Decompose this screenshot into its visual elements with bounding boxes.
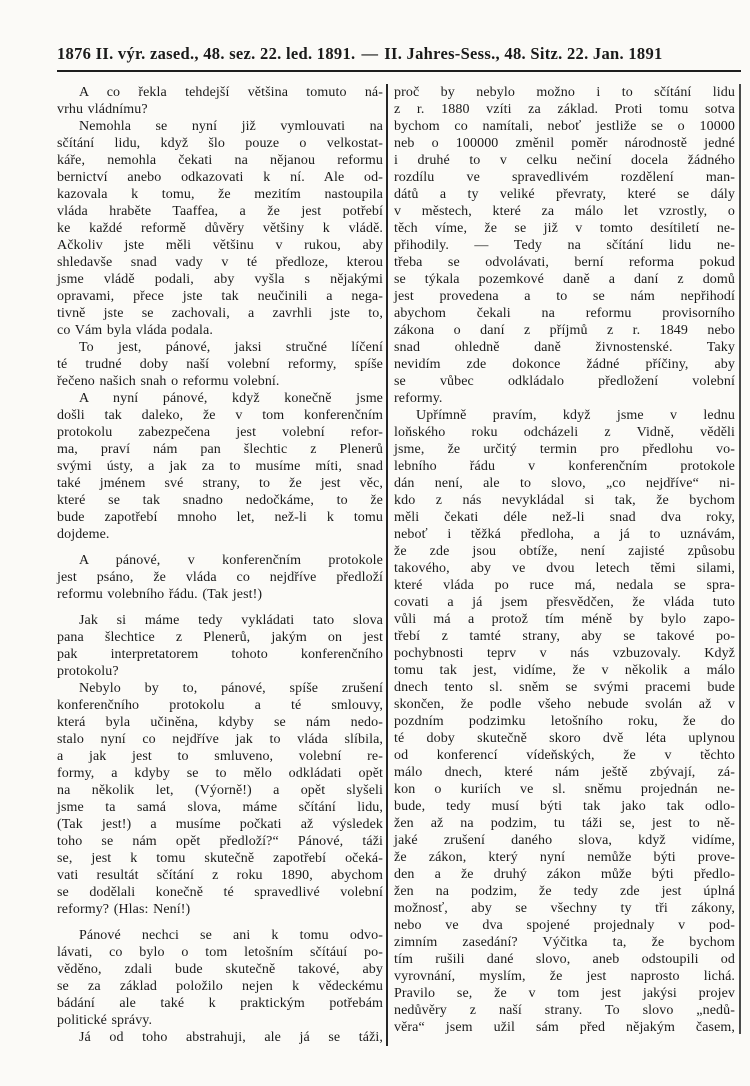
text-line: té trudné doby naší volební reformy, spíše xyxy=(57,357,383,372)
text-line: věra“ jsem užil sám před nějakým časem, xyxy=(394,1020,735,1035)
text-line: vyrovnání, myslím, že jest naprosto lichá. xyxy=(394,969,735,984)
text-line: třebí z tamté strany, aby se takové po- xyxy=(394,629,735,644)
text-line: reformy. xyxy=(394,391,443,406)
text-line: tivně jste se zachovali, a zavrhli jste to, xyxy=(57,306,383,321)
paragraph xyxy=(57,390,383,543)
text-line: formy, a kdyby se to mělo odkládati opět xyxy=(57,766,383,781)
paragraph xyxy=(394,407,735,1036)
paragraph xyxy=(57,84,383,118)
text-line: se, jest k tomu skutečně zapotřebí očeká- xyxy=(57,851,383,866)
text-line: se týkala pozemkové daně a daní z domů xyxy=(394,272,735,287)
paragraph xyxy=(57,552,383,603)
text-line: reformu volebního řádu. (Tak jest!) xyxy=(57,587,263,602)
text-line: dnech tento sl. sněm se svými pracemi bude xyxy=(394,680,735,695)
text-line: kon o kuriích ve sl. sněmu projednán ne- xyxy=(394,782,735,797)
text-line: jaké zrušení daného slova, když vidíme, xyxy=(394,833,735,848)
text-line: kazovala k tomu, že mezitím nastoupila xyxy=(57,187,383,202)
text-line: pozdním podzimku letošního roku, že do xyxy=(394,714,735,729)
text-line: ke každé reformě důvěry většiny k vládě. xyxy=(57,221,383,236)
text-line: To jest, pánové, jaksi stručné líčení xyxy=(79,340,383,355)
page-edge-line xyxy=(739,84,741,1034)
text-line: vůli má a protož tím méně by bylo zapo- xyxy=(394,612,735,627)
text-line: jest provedena a to se nám nepřihodí xyxy=(394,289,735,304)
text-line: covati a já jsem přesvědčen, že vláda tuto xyxy=(394,595,735,610)
text-line: žen na podzim, že tedy zde jest úplná xyxy=(394,884,735,899)
text-line: lávati, co bylo o tom letošním sčítáuí po- xyxy=(57,945,383,960)
text-line: rozdílu ve spravedlivém rozdělení man- xyxy=(394,170,735,185)
page-header xyxy=(57,44,741,72)
text-line: pak interpretatorem tohoto konferenčního xyxy=(57,647,383,662)
text-line: jsme, že určitý termin pro předlohu vo- xyxy=(394,442,735,457)
text-line: den a že druhý zákon může býti předlo- xyxy=(394,867,735,882)
text-line: jest psáno, že vláda co nejdříve předloží xyxy=(57,570,383,585)
text-line: skončen, že podle všeho nebude svolán až v xyxy=(394,697,735,712)
text-line: vrhu vládnímu? xyxy=(57,102,148,117)
text-line: kdo z nás nevykládal si tak, že bychom xyxy=(394,493,735,508)
text-line: Pánové nechci se ani k tomu odvo- xyxy=(79,928,383,943)
paragraph xyxy=(57,1029,383,1046)
text-line: málo dnech, které nám ještě zbývají, zá- xyxy=(394,765,735,780)
text-line: co Vám byla vláda podala. xyxy=(57,323,213,338)
text-line: A pánové, v konferenčním protokole xyxy=(79,553,383,568)
text-line: zákona o daní z příjmů z r. 1849 nebo xyxy=(394,323,735,338)
right-text-column xyxy=(388,84,735,1046)
text-line: z r. 1880 vzíti za základ. Proti tomu sotva xyxy=(394,102,735,117)
text-line: se za základ položilo nejen k vědeckému xyxy=(57,979,383,994)
text-line: té doby skutečně skoro dvě léta uplynou xyxy=(394,731,735,746)
text-line: jsme vládě podali, aby vyšla s nějakými xyxy=(57,272,383,287)
text-line: těch víme, že se již v tomto desítiletí ne- xyxy=(394,221,735,236)
text-line: která byla učiněna, kdyby se nám nedo- xyxy=(57,715,383,730)
text-line: neb o 100000 změnil poměr národnostě jedné xyxy=(394,136,735,151)
text-line: káře, nemohla čekati na nějanou reformu xyxy=(57,153,383,168)
text-line: proč by nebylo možno i to sčítání lidu xyxy=(394,85,735,100)
text-line: abychom čekali na reformu provisorního xyxy=(394,306,735,321)
text-line: došli tak daleko, že v tom konferenčním xyxy=(57,408,383,423)
text-line: nedůvěry z naší strany. To slovo „nedů- xyxy=(394,1003,735,1018)
text-line: opravami, přece jste tak neučinili a nega- xyxy=(57,289,383,304)
paragraph xyxy=(394,84,735,407)
left-text-column xyxy=(57,84,383,1046)
text-line: Ačkoliv jste měli většinu v rukou, aby xyxy=(57,238,383,253)
text-line: sčítání lidu, když šlo pouze o velkostat- xyxy=(57,136,383,151)
text-line: měli čekati déle než-li snad dva roky, xyxy=(394,510,735,525)
text-line: protokolu zabezpečena jest volební refor- xyxy=(57,425,383,440)
text-line: pochybnosti teprv v nás vzbuzovaly. Když xyxy=(394,646,735,661)
text-line: konferenčního protokolu a té smlouvy, xyxy=(57,698,383,713)
text-line: loňského roku odcházeli z Vidně, věděli xyxy=(394,425,735,440)
text-line: bernictví anebo odkazovati k ní. Ale od- xyxy=(57,170,383,185)
text-line: snad ohledně daně živnostenské. Taky xyxy=(394,340,735,355)
text-line: tomu tak jest, vidíme, že v několik a málo xyxy=(394,663,735,678)
text-line: které se tak snadno nedočkáme, to že xyxy=(57,493,383,508)
text-line: i druhé to v celku nečiní docela žádného xyxy=(394,153,735,168)
text-line: také jménem své strany, to že jest věc, xyxy=(57,476,383,491)
text-line: nevidím zde dokonce žádné příčiny, aby xyxy=(394,357,735,372)
text-line: na několik let, (Výorně!) a opět slyšeli xyxy=(57,783,383,798)
text-line: řečeno našich snah o reformu volební. xyxy=(57,374,280,389)
text-line: zimním zasedání? Výčitka ta, že bychom xyxy=(394,935,735,950)
text-line: v městech, které za málo let vzrostly, o xyxy=(394,204,735,219)
text-line: Pravilo se, že v tom jest jakýsi projev xyxy=(394,986,735,1001)
text-line: bychom co namítali, neboť jestliže se o 10000 xyxy=(394,119,735,134)
text-line: A nyní pánové, když konečně jsme xyxy=(79,391,383,406)
text-line: Nemohla se nyní již vymlouvati na xyxy=(79,119,383,134)
text-line: ma, praví nám pan šlechtic z Plenerů xyxy=(57,442,383,457)
text-line: se vůbec odkládalo předložení volební xyxy=(394,374,735,389)
text-line: takového, aby ve dvou letech těmi silami, xyxy=(394,561,735,576)
paragraph xyxy=(57,680,383,918)
text-line: a jak jest to smluveno, volební re- xyxy=(57,749,383,764)
text-line: bude zapotřebí mnoho let, než-li k tomu xyxy=(57,510,383,525)
text-line: dojdeme. xyxy=(57,527,110,542)
text-line: Já od toho abstrahuji, ale já se táži, xyxy=(79,1030,383,1045)
header-date-german: II. Jahres-Sess., 48. Sitz. 22. Jan. 1891 xyxy=(384,44,663,63)
text-line: Nebylo by to, pánové, spíše zrušení xyxy=(79,681,383,696)
text-line: Upřímně pravím, když jsme v lednu xyxy=(416,408,735,423)
text-line: jsme ta samá slova, máme sčítání lidu, xyxy=(57,800,383,815)
text-line: politické správy. xyxy=(57,1013,153,1028)
paragraph xyxy=(57,339,383,390)
text-line: že zákon, který nyní nemůže býti prove- xyxy=(394,850,735,865)
text-line: (Tak jest!) a musíme počkati až výsledek xyxy=(57,817,383,832)
text-line: Jak si máme tedy vykládati tato slova xyxy=(79,613,383,628)
text-line: přihodily. — Tedy na sčítání lidu ne- xyxy=(394,238,735,253)
text-line: bude, tedy musí býti tak jako tak odlo- xyxy=(394,799,735,814)
text-line: vláda hraběte Taaffea, a že jest potřebí xyxy=(57,204,383,219)
header-date-czech: 1876 II. výr. zased., 48. sez. 22. led. 1891. xyxy=(57,44,356,63)
text-line: že zde jsou obtíže, není zajisté způsobu xyxy=(394,544,735,559)
text-line: A co řekla tehdejší většina tomuto ná- xyxy=(79,85,383,100)
header-separator: — xyxy=(361,44,379,63)
text-line: třeba se odvolávati, berní reforma pokud xyxy=(394,255,735,270)
text-line: svými ústy, a jak za to musíme míti, snad xyxy=(57,459,383,474)
text-line: toho se nám opět předloží?“ Pánové, táži xyxy=(57,834,383,849)
paragraph xyxy=(57,612,383,680)
text-line: lebního řádu v konferenčním protokole xyxy=(394,459,735,474)
paragraph xyxy=(57,927,383,1029)
text-line: od konferencí vídeňských, že v těchto xyxy=(394,748,735,763)
text-line: shledavše snad vady v té předloze, kterou xyxy=(57,255,383,270)
text-line: bádání ale také k praktickým potřebám xyxy=(57,996,383,1011)
paragraph xyxy=(57,118,383,339)
text-line: protokolu? xyxy=(57,664,119,679)
text-line: dátů a ty veliké převraty, které se dály xyxy=(394,187,735,202)
text-line: možnosť, aby se všechny ty tři zákony, xyxy=(394,901,735,916)
text-line: vati resultát sčítání z roku 1890, abychom xyxy=(57,868,383,883)
two-column-text-block xyxy=(57,84,739,1046)
text-line: žen až na podzim, tu táži se, jest to ně- xyxy=(394,816,735,831)
text-line: které vláda po ruce má, nedala se spra- xyxy=(394,578,735,593)
text-line: stalo nyní co nejdříve jak to vláda slíbila, xyxy=(57,732,383,747)
text-line: pana šlechtice z Plenerů, jakým on jest xyxy=(57,630,383,645)
text-line: neboť i těžká předloha, a já to uznávám, xyxy=(394,527,735,542)
text-line: se dodělali konečně té spravedlivé volební xyxy=(57,885,383,900)
text-line: dán není, ale to slovo, „co nejdříve“ ni- xyxy=(394,476,735,491)
text-line: věděno, zdali bude skutečně takové, aby xyxy=(57,962,383,977)
text-line: tím rušili dané slovo, aneb odstoupili od xyxy=(394,952,735,967)
text-line: nebo ve dva spojené projednaly v pod- xyxy=(394,918,735,933)
text-line: reformy? (Hlas: Není!) xyxy=(57,902,191,917)
